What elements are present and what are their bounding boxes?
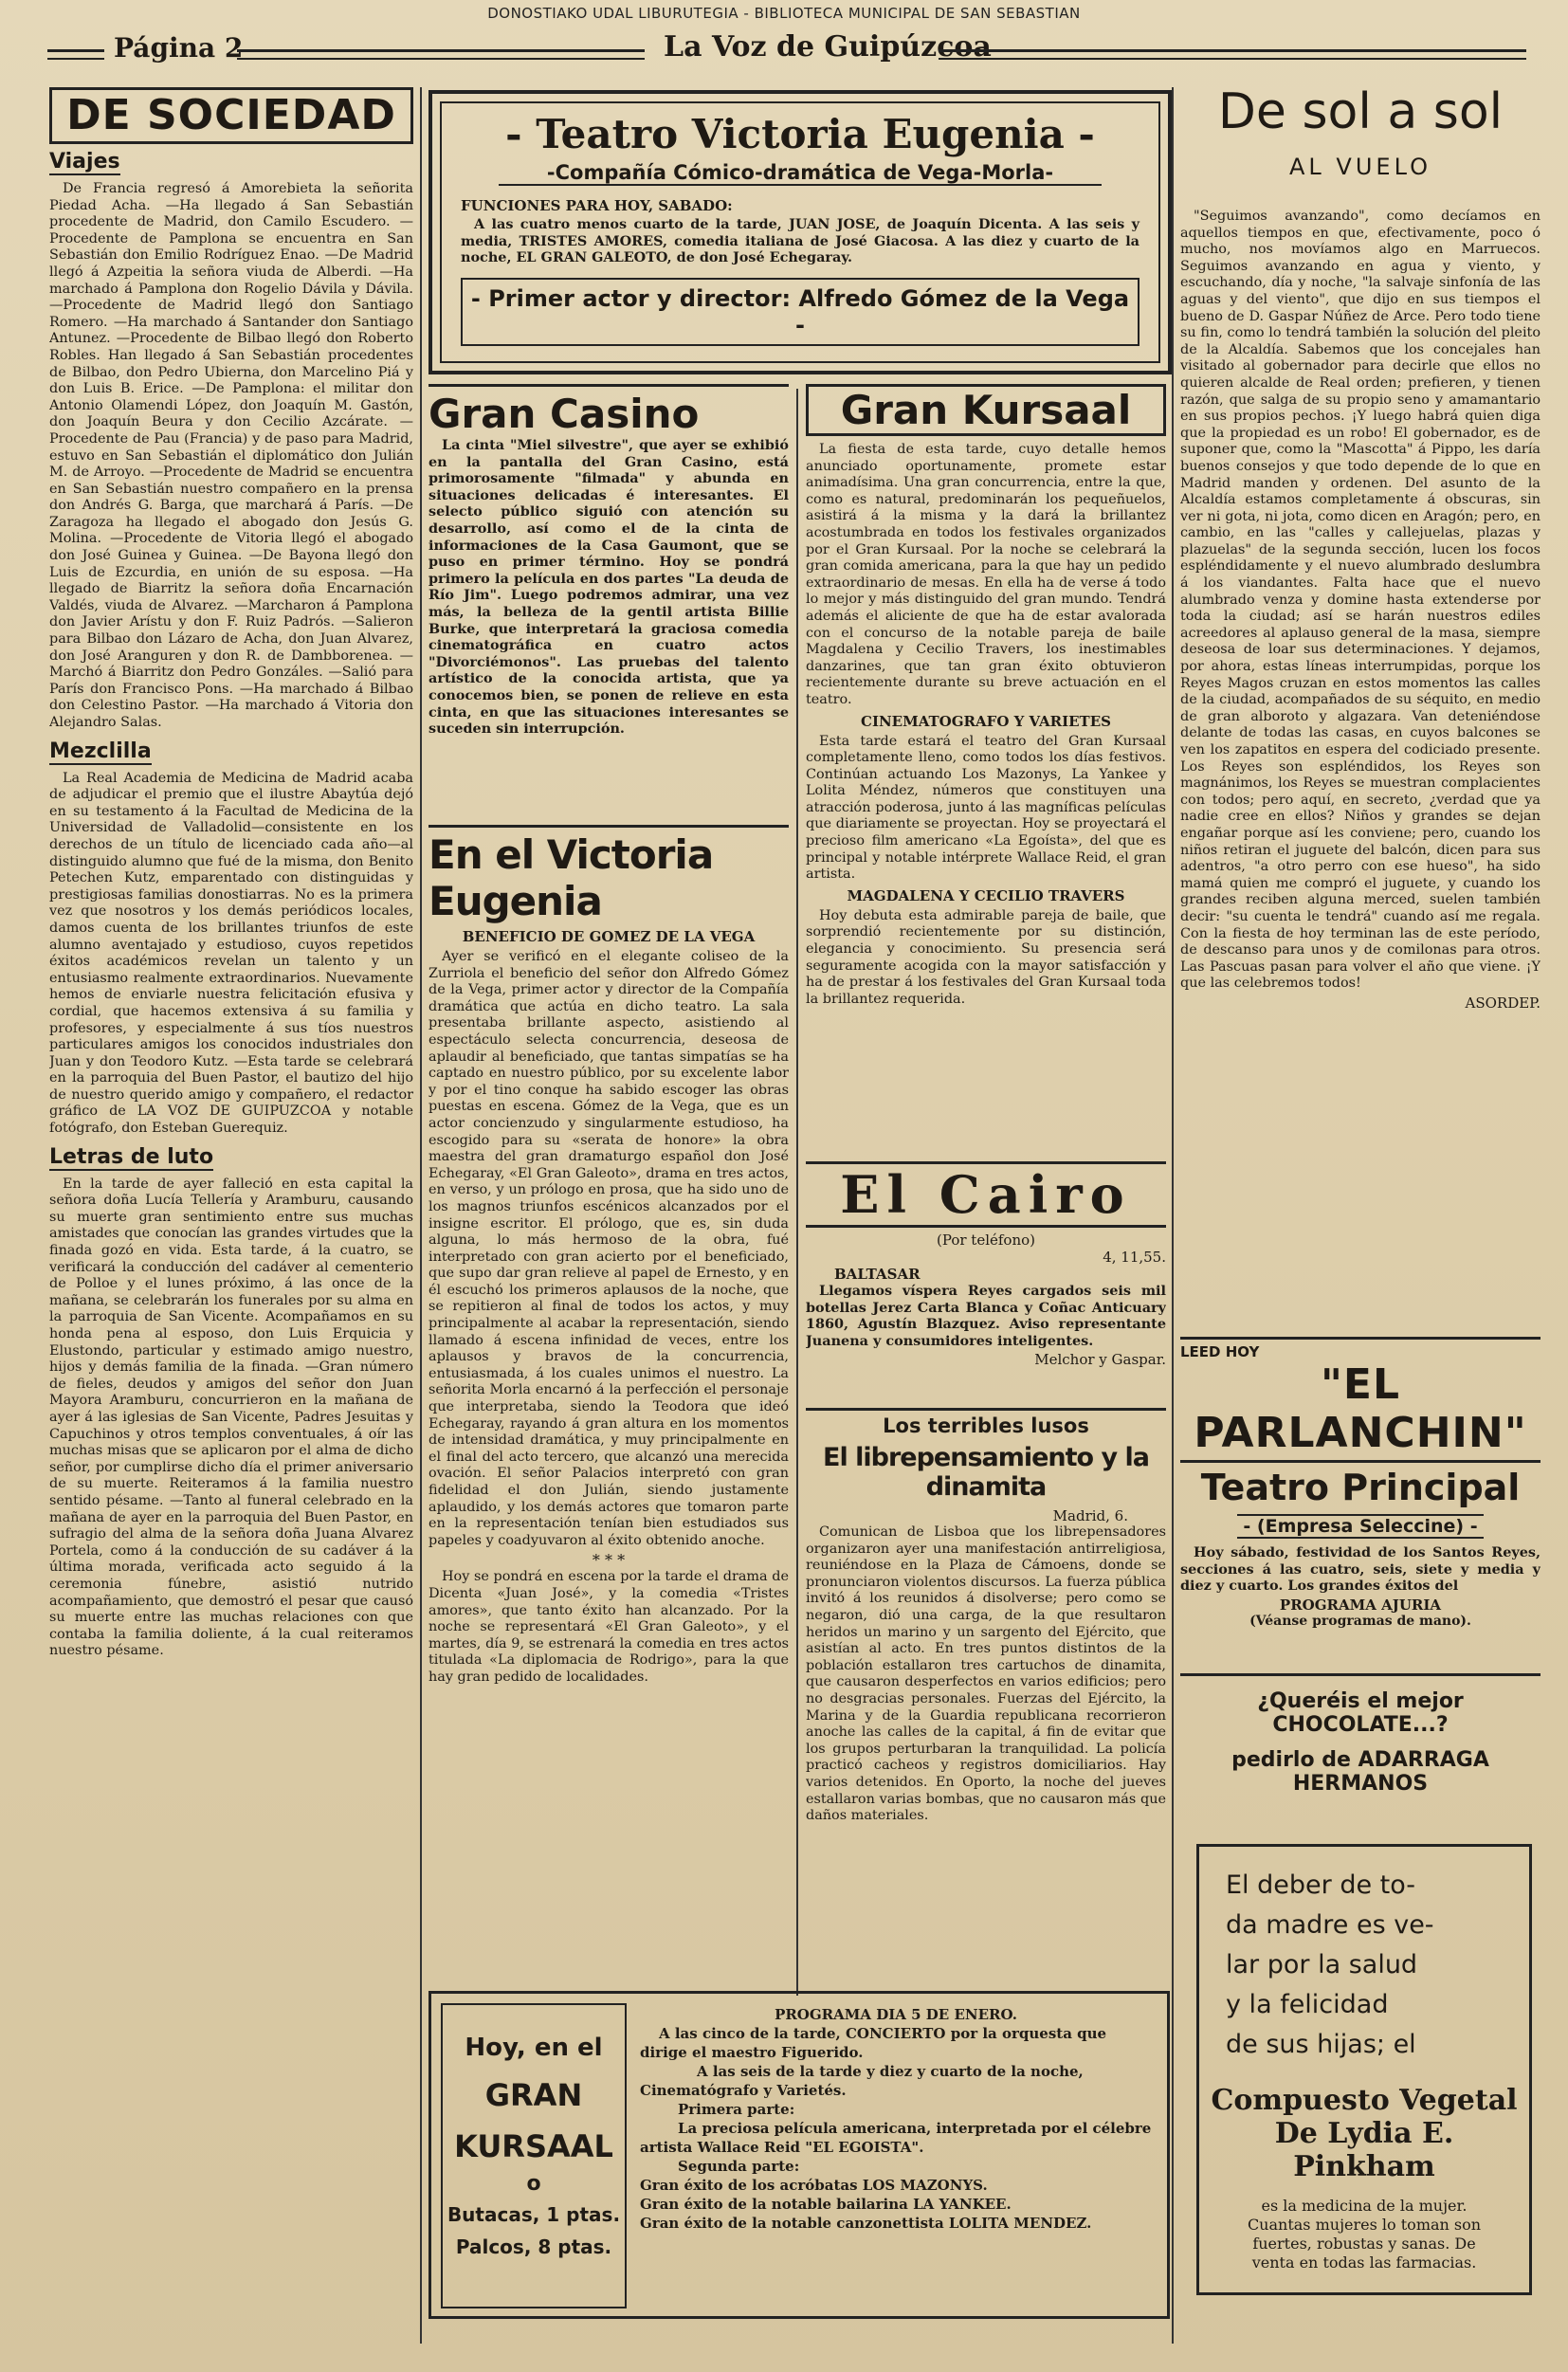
cairo-time: 4, 11,55. [1103,1249,1166,1266]
pinkham-brand-1: Compuesto Vegetal [1211,2084,1518,2117]
sol-sign: ASORDEP. [1465,994,1541,1012]
programa-line-4: La preciosa película americana, interpretada por el célebre artista Wallace Reid "EL EGOISTA". [640,2120,1152,2156]
programa-left-2: GRAN [484,2077,583,2113]
teatro-ve-company: -Compañía Cómico-dramática de Vega-Morla- [499,161,1102,186]
funciones-heading: FUNCIONES PARA HOY, SABADO: [461,197,733,214]
column-divider [1172,87,1174,2344]
cairo-who: BALTASAR [834,1266,921,1283]
pinkham-foot-4: venta en todas las farmacias. [1251,2253,1477,2272]
masthead [47,30,1526,68]
pinkham-line-1: El deber de to- [1226,1870,1416,1900]
casino-text: La cinta "Miel silvestre", que ayer se exhibió en la pantalla del Gran Casino, está primorosamente "filmada" y abunda en situaciones delicadas é interesantes. El selecto público siguió con atención su desarrollo, así como el de la cinta de informaciones de la Casa Gaumont, que se puso en primer término. Hoy se pondrá primero la película en dos partes "La deuda de Río Jim". Luego podremos admirar, una vez más, la belleza de la gentil artista Billie Burke, que interpretará la graciosa comedia cinematográfica en cuatro actos "Divorciémonos". Las pruebas del talento artístico de la conocida artista, que ya conocemos bien, se ponen de relieve en esta cinta, en que las situaciones interesantes se suceden sin interrupción. [428,437,789,738]
teatro-ve-title: - Teatro Victoria Eugenia - [505,111,1095,157]
pinkham-line-2: da madre es ve- [1226,1910,1434,1940]
cairo-text: Llegamos víspera Reyes cargados seis mil botellas Jerez Carta Blanca y Coñac Anticuary 1860, Agustín Blazquez. Aviso representante Juanena y consumidores inteligentes. [806,1283,1166,1349]
principal-title: Teatro Principal [1200,1467,1521,1508]
cairo-ad [806,1161,1166,1408]
lusos-place: Madrid, 6. [1052,1507,1128,1524]
programa-line-2: A las seis de la tarde y diez y cuarto de la noche, Cinematógrafo y Varietés. [640,2063,1084,2099]
kursaal-text-2: Esta tarde estará el teatro del Gran Kursaal completamente lleno, como todos los días festivos. Continúan actuando Los Mazonys, La Yankee y Lolita Méndez, números que constituyen una atracción poderosa, junto á las magníficas películas que diariamente se proyectan. Hoy se proyectará el precioso film americano «La Egoísta», del que es principal y notable intérprete Wallace Reid, el gran artista. [806,733,1166,883]
programa-line-1: A las cinco de la tarde, CONCIERTO por la orquesta que dirige el maestro Figuerido. [640,2025,1107,2061]
sol-text: "Seguimos avanzando", como decíamos en aquellos tiempos en que, efectivamente, poco ó mucho, nos movíamos algo en Marruecos. Seguimos avanzando en agua y viento, y escuchando, día y noche, "la salvaje sinfonía de las aguas y del viento", que dijo en sus tiempos el bueno de D. Gaspar Núñez de Arce. Pero todo tiene su fin, como lo tendrá también la solución del pleito de la Alcaldía. Sabemos que los concejales han visitado al gobernador para decirle que ellos no quieren alcalde de Real orden; prefieren, y tienen razón, que salga de su propio seno y amamantario en sus propios pechos. ¡Y luego habrá quien diga que la propiedad es un robo! El gobernador, es de suponer que, como la "Mascotta" á Pippo, les daría buenos consejos y que todo depende de lo que en Madrid manden y ordenen. Del asunto de la Alcaldía estamos completamente á obscuras, sin ver ni gota, ni jota, como dicen en Aragón; pero, en cambio, en las "calles y callejuelas, plazas y plazuelas" de la segunda sección, lucen los focos espléndidamente y el nuevo alumbrado deslumbra á los viandantes. Falta hace que el nuevo alumbrado venza y domine hasta extenderse por toda la ciudad; así se harán nuestros ediles acreedores al aplauso general de la masa, siempre deseosa de loar sus determinaciones. Y dejamos, por ahora, estas líneas interrumpidas, porque los Reyes Magos cruzan en estos momentos las calles de la ciudad, acompañados de su séquito, en medio de gran alboroto y algazara. Van deteniéndose delante de todas las casas, en cuyos balcones se ven los zapatitos en espera del codiciado presente. Los Reyes son espléndidos, los Reyes son magnánimos, los Reyes se muestran complacientes con todos; pero aquí, en secreto, ¿verdad que ya nadie cree en ellos? Niños y grandes se dejan engañar porque así les conviene; pero, cuando los niños retiran el juguete del balcón, dicen para sus adentros, "a otro perro con ese hueso", ha sido mamá quien me compró el juguete, y cuando los grandes reciben alguna merced, suelen también decir: "su cuenta le tendrá" cuando así me regala. Con la fiesta de hoy terminan las de este período, de descanso para unos y de comilonas para otros. Las Pascuas pasan para volver el año que viene. ¡Y que las celebremos todos! [1180,209,1541,992]
programa-line-3: Primera parte: [678,2101,795,2118]
programa-left-3: KURSAAL [454,2128,613,2164]
programa-left-6: Palcos, 8 ptas. [455,2235,612,2258]
viajes-text: De Francia regresó á Amorebieta la señorita Piedad Acha. —Ha llegado á San Sebastián procedente de Madrid, don Camilo Escudero. —Procedente de Pamplona se encuentra en San Sebastián don Emilio Rodríguez Enao. —De Madrid llegó á Azpeitia la señora viuda de Alberdi. —Ha marchado á Pamplona don Rogelio Dávila y Dávila. —Procedente de Madrid llegó don Santiago Romero. —Ha marchado á Santander don Santiago Antunez. —Procedente de Bilbao llegó don Roberto Robles. Han llegado á San Sebastián procedentes de Bilbao, don Pedro Ubierna, don Marcelino Piá y don Luis B. Erice. —De Pamplona: el militar don Antonio Olamendi López, don Joaquín M. Gastón, don Joaquín Beura y don Cecilio Azcárate. —Procedente de Pau (Francia) y de paso para Madrid, estuvo en San Sebastián el diplomático don Julián M. de Arroyo. —Procedente de Madrid se encuentra en San Sebastián nuestro compañero en la prensa don Andrés G. Barga, que marchará á París. —De Zaragoza ha llegado el abogado don Jesús G. Molina. —Procedente de Vitoria llegó el abogado don José Guinea y Guinea. —De Bayona llegó don Luis de Ezcurdia, en unión de su esposa. —Ha llegado de Biarritz la señora doña Encarnación Valdés, viuda de Alvarez. —Marcharon á Pamplona don Javier Arístu y don F. Ruiz Padrós. —Salieron para Bilbao don Lázaro de Acha, don Juan Alvarez, don José Aranguren y don R. de Dambborenea. —Marchó á Biarritz don Pedro Gonzáles. —Salió para París don Francisco Pons. —Ha marchado á Bilbao don Celestino Pastor. —Ha marchado á Vitoria don Alejandro Salas. [49,181,413,730]
cairo-title: El Cairo [806,1161,1166,1228]
chocolate-question: ¿Queréis el mejor CHOCOLATE...? [1257,1689,1464,1737]
luto-heading: Letras de luto [49,1144,214,1169]
luto-text: En la tarde de ayer falleció en esta capital la señora doña Lucía Tellería y Aramburu, causando su muerte gran sentimiento entre sus muchas amistades que conocían las grandes virtudes que la finada gozó en vida. Esta tarde, á la cuatro, se verificará la conducción del cadáver al cementerio de Polloe y el lunes próximo, á las once de la mañana, se celebrarán los funerales por su alma en la parroquia de San Vicente. Acompañamos en su honda pena al esposo, don Luis Erquicia y Elustondo, particular y estimado amigo nuestro, hijos y demás familia de la finada. —Gran número de fieles, deudos y amigos del señor don Juan Mayora Aramburu, concurrieron en la mañana de ayer á las iglesias de San Vicente, Padres Jesuitas y Capuchinos y otros templos conventuales, á oír las muchas misas que se aplicaron por el alma de dicho señor, por cumplirse dicho día el primer aniversario de su muerte. Reiteramos á la familia nuestro sentido pésame. —Tanto al funeral celebrado en la mañana de ayer en la parroquia del Buen Pastor, en sufragio del alma de la señora doña Juana Alvarez Portela, como á la conducción de su cadáver á la última morada, verificada acto seguido á la ceremonia fúnebre, asistió nutrido acompañamiento, que demostró el pesar que causó su muerte entre las muchas relaciones con que contaba la familia doliente, á la cual reiteramos nuestro pésame. [49,1176,413,1659]
victoria-text-2: Hoy se pondrá en escena por la tarde el drama de Dicenta «Juan José», y la comedia «Tristes amores», que tanto éxito han alcanzado. Por la noche se representará «El Gran Galeoto», y el martes, día 9, se estrenará la comedia en tres actos titulada «La diplomacia de Rodrigo», para la que hay gran pedido de localidades. [428,1569,789,1685]
lusos-text: Comunican de Lisboa que los librepensadores organizaron ayer una manifestación antirreligiosa, reuniéndose en la Plaza de Cámoens, donde se pronunciaron violentos discursos. La fuerza pública invitó á los reunidos á disolverse; pero como se negaron, dió una carga, de la que resultaron heridos un marino y un sargento del Ejército, que asistían al acto. En tres puntos distintos de la población estallaron tres cartuchos de dinamita, que causaron desperfectos en varios edificios; pero no desgracias personales. Fuerzas del Ejército, la Marina y de la Guardia republicana recorrieron anoche las calles de la capital, á fin de evitar que los grupos perturbaran la tranquilidad. La policía practicó cacheos y registros domiciliarios. Hay varios detenidos. En Oporto, la noche del jueves estallaron varias bombas, que no causaron más que daños materiales. [806,1524,1166,1824]
pinkham-foot-1: es la medicina de la mujer. [1261,2197,1468,2215]
pinkham-line-3: lar por la salud [1226,1950,1418,1980]
programa-head: PROGRAMA DIA 5 DE ENERO. [775,2006,1017,2023]
programa-line-8: Gran éxito de la notable canzonettista LOLITA MENDEZ. [640,2215,1092,2232]
viajes-heading: Viajes [49,150,120,173]
lusos-kicker: Los terribles lusos [806,1408,1166,1437]
column-divider [420,87,422,2344]
pinkham-line-4: y la felicidad [1226,1990,1389,2019]
lusos-title: El librepensamiento y la dinamita [823,1443,1149,1502]
programa-line-6: Gran éxito de los acróbatas LOS MAZONYS. [640,2177,988,2194]
kursaal-column [806,384,1166,1171]
paper-name: La Voz de Guipúzcoa [664,30,992,64]
page-number: Página 2 [114,32,244,64]
pinkham-line-5: de sus hijas; el [1226,2030,1416,2059]
casino-title: Gran Casino [428,384,789,437]
cairo-sign: Melchor y Gaspar. [1034,1351,1166,1369]
sociedad-column [49,87,413,2344]
sociedad-title: DE SOCIEDAD [49,87,413,144]
lusos-column [806,1408,1166,1977]
parlanchin-ad [1180,1337,1541,1453]
library-watermark: DONOSTIAKO UDAL LIBURUTEGIA - BIBLIOTECA MUNICIPAL DE SAN SEBASTIAN [487,5,1081,22]
mezclilla-text: La Real Academia de Medicina de Madrid acaba de adjudicar el premio que el ilustre Abaytúa dejó en su testamento á la Facultad de Medicina de la Universidad de Valladolid—consistente en los derechos de un título de licenciado cada año—al distinguido alumno que fué de la misma, don Benito Petechen Kutz, emparentado con distinguidas y prestigiosas familias donostiarras. No es la primera vez que nosotros y los demás periódicos locales, damos cuenta de los brillantes triunfos de este alumno aventajado y estudioso, cuyos repetidos éxitos académicos revelan un talento y un entusiasmo realmente extraordinarios. Nuevamente hemos de enviarle nuestra felicitación efusiva y cordial, que hacemos extensiva á su familia y profesores, y especialmente á sus tíos nuestros particulares amigos los conocidos industriales don Juan y don Teodoro Kutz. —Esta tarde se celebrará en la parroquia del Buen Pastor, el bautizo del hijo de nuestro querido amigo y compañero, el redactor gráfico de LA VOZ DE GUIPUZCOA y notable fotógrafo, don Esteban Guerequiz. [49,770,413,1137]
principal-note: (Véanse programas de mano). [1249,1613,1471,1629]
pinkham-foot-2: Cuantas mujeres lo toman son [1247,2216,1482,2234]
victoria-title: En el Victoria Eugenia [428,825,789,924]
principal-empresa: - (Empresa Seleccine) - [1237,1514,1484,1539]
casino-column [428,384,789,830]
programa-left-4: o [526,2172,541,2196]
programa-line-5: Segunda parte: [678,2158,800,2175]
cairo-phone: (Por teléfono) [936,1232,1035,1249]
chocolate-brand: pedirlo de ADARRAGA HERMANOS [1231,1748,1489,1796]
pinkham-foot-3: fuertes, robustas y sanas. De [1252,2235,1476,2253]
kursaal-title: Gran Kursaal [806,384,1166,436]
sol-title: De sol a sol [1217,83,1504,140]
sol-subtitle: AL VUELO [1289,154,1431,180]
column-divider [796,389,798,1996]
mezclilla-heading: Mezclilla [49,739,152,763]
programa-left-5: Butacas, 1 ptas. [447,2203,621,2226]
parlanchin-lead: LEED HOY [1180,1343,1260,1360]
principal-ad [1180,1460,1541,1690]
sol-column [1180,83,1541,1287]
pinkham-ad [1196,1844,1532,2295]
principal-text: Hoy sábado, festividad de los Santos Reyes, secciones á las cuatro, seis, siete y media y diez y cuarto. Los grandes éxitos del [1180,1544,1541,1595]
programa-line-7: Gran éxito de la notable bailarina LA YANKEE. [640,2196,1012,2213]
pinkham-brand-2: De Lydia E. Pinkham [1274,2117,1454,2183]
programa-left-1: Hoy, en el [465,2034,603,2062]
cine-heading: CINEMATOGRAFO Y VARIETES [861,712,1111,730]
victoria-stars: * * * [592,1551,626,1570]
principal-programa: PROGRAMA AJURIA [1279,1596,1442,1614]
victoria-text: Ayer se verificó en el elegante coliseo de la Zurriola el beneficio del señor don Alfredo Gómez de la Vega, primer actor y director de la Compañía dramática que actúa en dicho teatro. La sala presentaba brillante aspecto, asistiendo al espectáculo selecta concurrencia, deseosa de aplaudir al beneficiado, que tantas simpatías se ha captado en nuestro público, por su excelente labor y por el tino conque ha sabido escoger las obras puestas en escena. Gómez de la Vega, que es un actor concienzudo y singularmente estudioso, ha escogido para su «serata de honore» la obra maestra del gran dramaturgo español don José Echegaray, «El Gran Galeoto», drama en tres actos, en verso, y un prólogo en prosa, que ha sido uno de los magnos triunfos escénicos alcanzados por el insigne escritor. El prólogo, que es, sin duda alguna, lo más hermoso de la obra, fué interpretado con gran acierto por el beneficiado, que supo dar gran relieve al papel de Ernesto, y en él escuchó los primeros aplausos de la noche, que se repitieron al final de todos los actos, y muy principalmente al acabar la representación, siendo llamado á escena infinidad de veces, entre los aplausos y bravos de la concurrencia, entusiasmada, á los cuales unimos el nuestro. La señorita Morla encarnó á la perfección el personaje que interpretaba, siendo la Teodora que ideó Echegaray, rayando á gran altura en los momentos de intensidad dramática, y muy principalmente en el final del acto tercero, que alcanzó una merecida ovación. El señor Palacios interpretó con gran fidelidad el don Julián, siendo justamente aplaudido, y los demás actores que tomaron parte en la representación tenían bien estudiados sus papeles y coadyuvaron al éxito obtenido anoche. [428,949,789,1548]
teatro-ve-actor: - Primer actor y director: Alfredo Gómez de la Vega - [461,278,1140,346]
victoria-column [428,825,789,1977]
victoria-subtitle: BENEFICIO DE GOMEZ DE LA VEGA [462,928,756,945]
kursaal-text-3: Hoy debuta esta admirable pareja de baile, que sorprendió recientemente por su distinción, elegancia y conocimiento. Su presencia será seguramente acogida con la mayor satisfacción y ha de prestar á los festivales del Gran Kursaal toda la brillantez requerida. [806,907,1166,1007]
chocolate-ad [1180,1673,1541,1799]
magdalena-heading: MAGDALENA Y CECILIO TRAVERS [847,886,1125,904]
parlanchin-title: "EL PARLANCHIN" [1194,1360,1527,1453]
kursaal-text-1: La fiesta de esta tarde, cuyo detalle hemos anunciado oportunamente, promete estar animadísima. Una gran concurrencia, entre la que, como es natural, predominarán los pequeñuelos, asistirá á la misma y la dará la brillantez acostumbrada en todos los festivales organizados por el Gran Kursaal. Por la noche se celebrará la gran comida americana, para la que hay un pedido extraordinario de mesas. En ella ha de verse á todo lo mejor y más distinguido del gran mundo. Tendrá además el aliciente de que ha de estar avalorada con el concurso de la notable pareja de baile Magdalena y Cecilio Travers, los inestimables danzarines, que tan gran éxito obtuvieron recientemente durante su breve actuación en el teatro. [806,442,1166,707]
programa-ad [428,1991,1170,2319]
funciones-text: A las cuatro menos cuarto de la tarde, JUAN JOSE, de Joaquín Dicenta. A las seis y media, TRISTES AMORES, comedia italiana de José Giacosa. A las diez y cuarto de la noche, EL GRAN GALEOTO, de don José Echegaray. [461,216,1140,266]
teatro-ve-ad [428,90,1172,374]
